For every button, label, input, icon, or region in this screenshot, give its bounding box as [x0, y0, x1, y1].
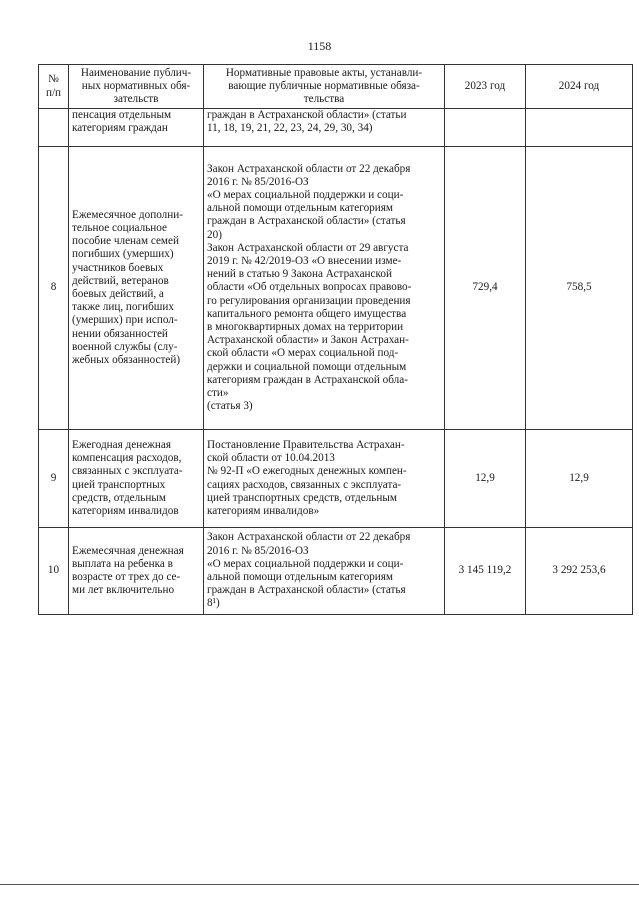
cell-line: Астраханской области» и Закон Астрахан-: [207, 334, 409, 347]
cell-line: «О мерах социальной поддержки и соци-: [207, 188, 404, 201]
cell-line: тельства: [303, 93, 345, 106]
cell-line: Ежегодная денежная: [72, 438, 171, 451]
cell-line: действий, ветеранов: [72, 274, 169, 287]
cell-line: области «Об отдельных вопросах правово-: [207, 281, 412, 294]
row-num: 8: [39, 147, 69, 430]
table-row: [39, 109, 633, 147]
cell-line: категориям граждан: [72, 122, 168, 135]
cell-line: п/п: [45, 86, 62, 99]
cell-line: пособие членам семей: [72, 235, 179, 248]
cell-line: 11, 18, 19, 21, 22, 23, 24, 29, 30, 34): [207, 122, 373, 135]
footer-divider: [0, 884, 639, 885]
cell-line: Закон Астраханской области от 22 декабря: [207, 531, 411, 544]
header-2024: 2024 год: [526, 65, 633, 109]
cell-line: 2016 г. № 85/2016-ОЗ: [207, 544, 309, 557]
cell-line: Ежемесячное дополни-: [72, 208, 183, 221]
row-name: [69, 430, 204, 528]
page-number: 1158: [307, 39, 332, 53]
cell-line: Закон Астраханской области от 22 декабря: [207, 162, 411, 175]
table-row: [39, 528, 633, 615]
cell-line: сти»: [207, 387, 229, 400]
cell-line: альной помощи отдельным категориям: [207, 202, 393, 215]
cell-line: участников боевых: [72, 261, 164, 274]
row-2023: 12,9: [445, 430, 526, 528]
cell-line: Наименование публич-: [80, 66, 192, 79]
cell-line: 2019 г. № 42/2019-ОЗ «О внесении изме-: [207, 254, 402, 267]
row-name: [69, 528, 204, 615]
cell-line: возрасте от трех до се-: [72, 571, 181, 583]
cell-line: боевых действий, а: [72, 288, 164, 300]
cell-line: средств, отдельным: [72, 491, 166, 504]
cell-line: категориям инвалидов: [72, 504, 179, 517]
row-acts: [204, 147, 445, 430]
row-2024: 758,5: [526, 147, 633, 430]
cell-line: 2016 г. № 85/2016-ОЗ: [207, 175, 309, 188]
cell-line: вающие публичные нормативные обяза-: [228, 79, 420, 92]
row-2023: 3 145 119,2: [445, 528, 526, 615]
cell-line: Закон Астраханской области от 29 августа: [207, 241, 409, 254]
table-header-row: [39, 65, 633, 109]
row-2023: 729,4: [445, 147, 526, 430]
header-2023: 2023 год: [445, 65, 526, 109]
cell-line: ных нормативных обя-: [81, 79, 191, 92]
cell-line: 20): [207, 228, 222, 241]
cell-line: го регулирования организации проведения: [207, 294, 411, 307]
cell-line: Ежемесячная денежная: [72, 544, 184, 557]
cell-line: жебных обязанностей): [72, 354, 181, 367]
cell-line: №: [48, 73, 59, 86]
row-2024: 3 292 253,6: [526, 528, 633, 615]
row-acts: [204, 528, 445, 615]
cell-line: компенсация расходов,: [72, 452, 182, 465]
row-acts: [204, 109, 445, 147]
cell-line: 8¹): [207, 597, 220, 610]
cell-line: тельное социальное: [72, 221, 167, 234]
cell-line: держки и социальной помощи отдельным: [207, 360, 407, 373]
header-num: [39, 65, 69, 109]
cell-line: № 92-П «О ежегодных денежных компен-: [207, 465, 407, 478]
row-name: [69, 147, 204, 430]
cell-line: граждан в Астраханской области» (статья: [207, 584, 406, 597]
cell-line: «О мерах социальной поддержки и соци-: [207, 557, 404, 570]
cell-line: капитального ремонта общего имущества: [207, 307, 407, 320]
cell-line: зательств: [113, 93, 159, 106]
row-name: [69, 109, 204, 147]
cell-line: цией транспортных: [72, 478, 166, 491]
cell-line: Нормативные правовые акты, устанавли-: [225, 66, 423, 79]
row-2024: [526, 109, 633, 147]
cell-line: категориям граждан в Астраханской обла-: [207, 373, 408, 386]
cell-line: военной службы (слу-: [72, 340, 178, 353]
cell-line: граждан в Астраханской области» (статья: [207, 215, 406, 228]
cell-line: пенсация отдельным: [72, 109, 172, 121]
cell-line: ской области от 10.04.2013: [207, 452, 335, 465]
cell-line: категориям инвалидов»: [207, 504, 320, 517]
cell-line: ми лет включительно: [72, 584, 175, 597]
row-acts: [204, 430, 445, 528]
cell-line: нений в статью 9 Закона Астраханской: [207, 268, 392, 281]
cell-line: цией транспортных средств, отдельным: [207, 491, 397, 504]
header-name: [69, 65, 204, 109]
header-acts: [204, 65, 445, 109]
cell-line: в многоквартирных домах на территории: [207, 321, 404, 333]
row-2023: [445, 109, 526, 147]
cell-line: связанных с эксплуата-: [72, 465, 183, 478]
row-num: [39, 109, 69, 147]
row-2024: 12,9: [526, 430, 633, 528]
cell-line: погибших (умерших): [72, 248, 174, 261]
cell-line: также лиц, погибших: [72, 301, 174, 314]
table-row: [39, 147, 633, 430]
row-num: 10: [39, 528, 69, 615]
cell-line: граждан в Астраханской области» (статьи: [207, 109, 407, 121]
cell-line: нении обязанностей: [72, 327, 168, 340]
cell-line: сациях расходов, связанных с эксплуата-: [207, 478, 402, 491]
cell-line: альной помощи отдельным категориям: [207, 571, 393, 583]
table-row: [39, 430, 633, 528]
obligations-table: [38, 64, 633, 615]
cell-line: Постановление Правительства Астрахан-: [207, 438, 405, 451]
row-num: 9: [39, 430, 69, 528]
cell-line: выплата на ребенка в: [72, 557, 173, 570]
cell-line: ской области «О мерах социальной под-: [207, 347, 399, 360]
cell-line: (умерших) при испол-: [72, 314, 178, 327]
cell-line: (статья 3): [207, 400, 253, 413]
